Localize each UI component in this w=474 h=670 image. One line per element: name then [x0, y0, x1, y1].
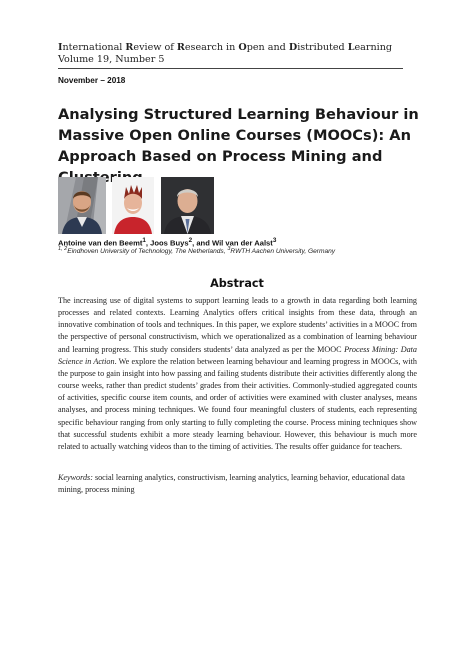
author-photo-1	[58, 177, 106, 234]
author-name: Joos Buys	[150, 238, 189, 248]
keywords-list: social learning analytics, constructivism, learning analytics, learning behavior, educational data mining, process mining	[58, 473, 405, 495]
author-photo-2	[112, 177, 154, 234]
abstract-heading: Abstract	[210, 277, 264, 290]
course-title: Process Mining: Data Science in Action	[58, 344, 417, 366]
abstract-text: The increasing use of digital systems to support learning leads to a growth in data regarding both learning processes and related contexts. Learning Analytics offers critical insights from these data, through an innovative combination of tools and techniques. In this paper, we explore students’ activities in a MOOC from the perspective of personal constructivism, which we operationalized as a combination of learning behaviour and learning progress. This study considers students’ data analyzed as per the MOOC Process Mining: Data Science in Action. We explore the relation between learning behaviour and learning progress in MOOCs, with the purpose to gain insight into how passing and failing students distribute their activities differently along the course weeks, rather than predict students’ grades from their activities. Commonly-studied aggregated counts of activities, specific course item counts, and order of activities were examined with cluster analyses, means analyses, and process mining techniques. We found four meaningful clusters of students, each representing specific behaviour ranging from only starting to fully completing the course. Process mining techniques show that successful students exhibit a more steady learning behaviour. However, this behaviour is much more related to actually watching videos than to the timing of activities. The results offer guidance for teachers.	[58, 296, 417, 451]
keywords	[58, 472, 417, 496]
journal-volume: Volume 19, Number 5	[58, 54, 165, 65]
journal-header	[58, 42, 418, 66]
header-divider	[58, 68, 403, 69]
paper-title: Analysing Structured Learning Behaviour in Massive Open Online Courses (MOOCs): An Approach Based on Process Mining and	[58, 106, 419, 165]
publication-date: November – 2018	[58, 76, 126, 85]
keywords-label: Keywords:	[58, 473, 93, 482]
author-name: Wil van der Aalst	[211, 238, 273, 248]
journal-name: International Review of Research in Open and Distributed Learning	[58, 42, 393, 53]
author-name: Antoine van den Beemt	[58, 238, 143, 248]
author-photo-3	[161, 177, 214, 234]
author-list: Antoine van den Beemt$^1$, Joos Buys$^2$, and Wil van der Aalst$^3$	[58, 237, 277, 248]
affiliations: $^{1, 2}$Eindhoven University of Technology, The Netherlands, $^3$RWTH Aachen University, Germany	[58, 246, 336, 256]
